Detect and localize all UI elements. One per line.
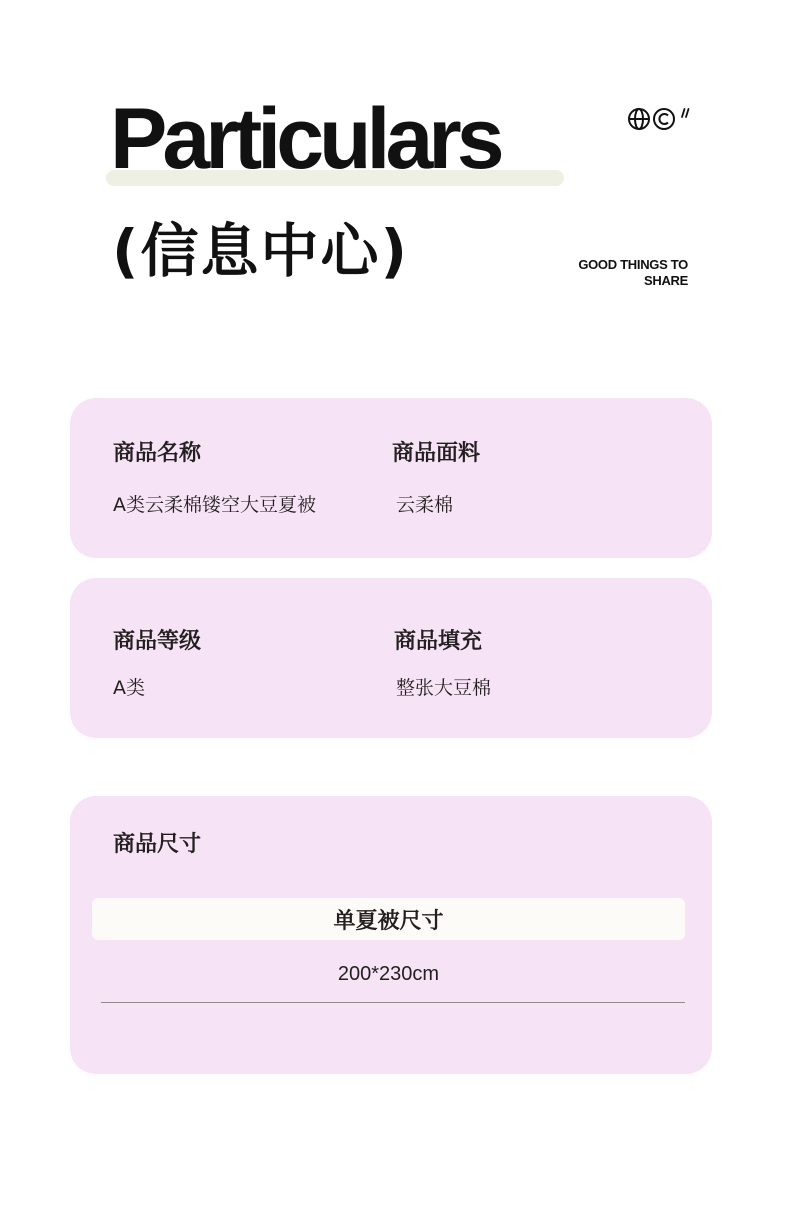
size-table-header: [92, 898, 685, 940]
copyright-icon: [654, 109, 674, 129]
size-table-divider: [101, 1002, 685, 1003]
info-card-size: [70, 796, 712, 1074]
tagline-line-1: GOOD THINGS TO: [578, 257, 688, 272]
product-size-label: 商品尺寸: [113, 832, 202, 857]
brand-icons: [627, 106, 691, 132]
double-quote-icon: [682, 109, 689, 117]
product-fabric-value: 云柔棉: [396, 494, 454, 516]
info-card-name-fabric: [70, 398, 712, 558]
size-table-value: 200*230cm: [337, 963, 440, 985]
product-name-value: A类云柔棉镂空大豆夏被: [113, 494, 316, 516]
product-name-label: 商品名称: [113, 441, 202, 466]
tagline-line-2: SHARE: [643, 273, 688, 288]
globe-icon: [629, 109, 649, 129]
size-table-header-label: 单夏被尺寸: [333, 908, 444, 934]
tagline: [578, 257, 688, 289]
page-title: Particulars: [110, 91, 500, 187]
brand-icons-svg: [627, 106, 691, 132]
info-card-grade-filling: [70, 578, 712, 738]
product-filling-value: 整张大豆棉: [396, 677, 492, 699]
page-subtitle: (信息中心): [112, 217, 410, 285]
product-fabric-label: 商品面料: [392, 441, 481, 466]
product-filling-label: 商品填充: [394, 629, 483, 654]
product-grade-label: 商品等级: [113, 629, 202, 654]
product-grade-value: A类: [113, 677, 145, 699]
